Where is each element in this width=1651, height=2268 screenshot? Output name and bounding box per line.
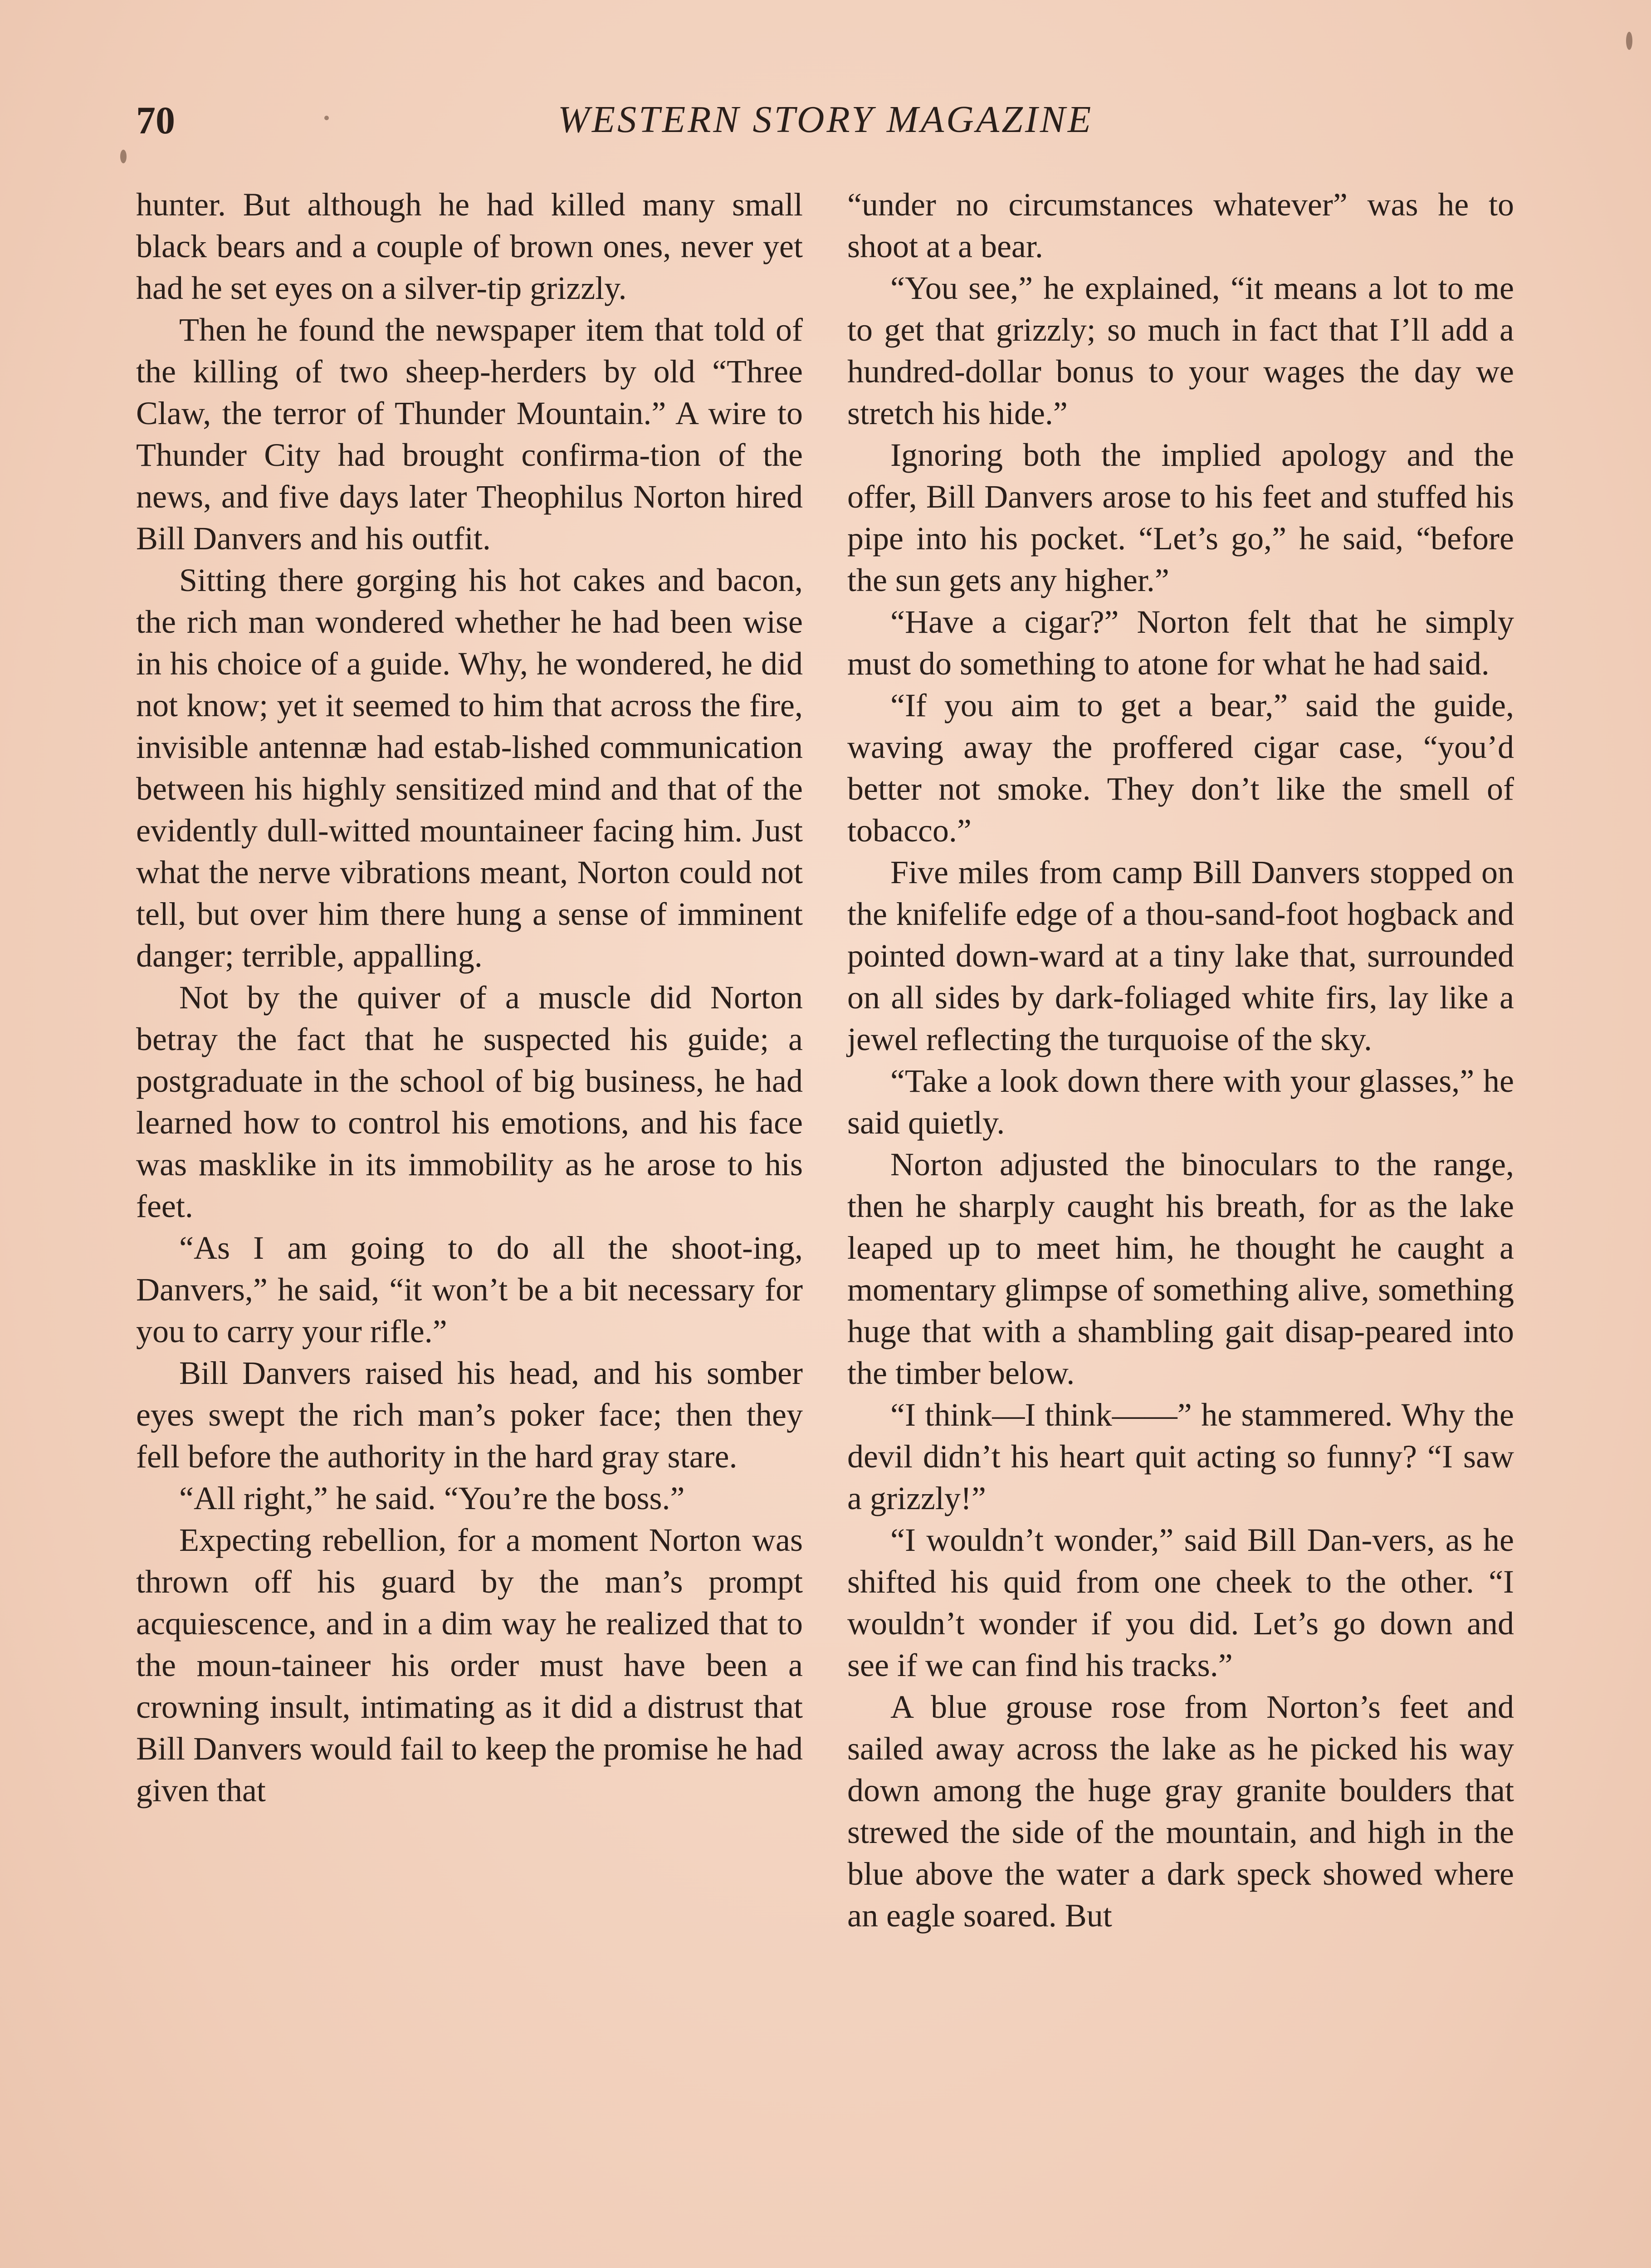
left-column [136, 184, 803, 1811]
paper-speck [324, 116, 329, 120]
paragraph: “Have a cigar?” Norton felt that he simply must do something to atone for what he had said. [847, 604, 1514, 682]
paragraph: Ignoring both the implied apology and the offer, Bill Danvers arose to his feet and stuffed his pipe into his pocket. “Let’s go,” he said, “before the sun gets any higher.” [847, 437, 1514, 598]
right-column [847, 184, 1514, 1936]
paragraph: “As I am going to do all the shoot-ing, Danvers,” he said, “it won’t be a bit necessary for you to carry your rifle.” [136, 1230, 803, 1349]
paragraph: “I wouldn’t wonder,” said Bill Dan-vers, as he shifted his quid from one cheek to the other. “I wouldn’t wonder if you did. Let’s go down and see if we can find his tracks.” [847, 1522, 1514, 1683]
paragraph: Five miles from camp Bill Danvers stopped on the knifelife edge of a thou-sand-foot hogback and pointed down-ward at a tiny lake that, surrounded on all sides by dark-foliaged white firs, lay like a jewel reflecting the turquoise of the sky. [847, 854, 1514, 1057]
paragraph: Bill Danvers raised his head, and his somber eyes swept the rich man’s poker face; then they fell before the authority in the hard gray stare. [136, 1355, 803, 1475]
paragraph: “You see,” he explained, “it means a lot to me to get that grizzly; so much in fact that I’ll add a hundred-dollar bonus to your wages the day we stretch his hide.” [847, 270, 1514, 431]
paragraph: “If you aim to get a bear,” said the guide, waving away the proffered cigar case, “you’d better not smoke. They don’t like the smell of tobacco.” [847, 687, 1514, 849]
paragraph: Sitting there gorging his hot cakes and bacon, the rich man wondered whether he had been wise in his choice of a guide. Why, he wondered, he did not know; yet it seemed to him that across the fire, invisible antennæ had estab-lished communication between his highly sensitized mind and that of the evidently dull-witted mountaineer facing him. Just what the nerve vibrations meant, Norton could not tell, but over him there hung a sense of imminent danger; terrible, appalling. [136, 562, 803, 974]
paragraph: “under no circumstances whatever” was he to shoot at a bear. [847, 186, 1514, 264]
paragraph: “I think—I think——” he stammered. Why the devil didn’t his heart quit acting so funny? “I saw a grizzly!” [847, 1397, 1514, 1516]
paragraph: “All right,” he said. “You’re the boss.” [179, 1480, 685, 1516]
paragraph: hunter. But although he had killed many small black bears and a couple of brown ones, never yet had he set eyes on a silver-tip grizzly. [136, 186, 803, 306]
paragraph: “Take a look down there with your glasses,” he said quietly. [847, 1063, 1514, 1141]
paragraph: Norton adjusted the binoculars to the range, then he sharply caught his breath, for as the lake leaped up to meet him, he thought he caught a momentary glimpse of something alive, something huge that with a shambling gait disap-peared into the timber below. [847, 1146, 1514, 1391]
paragraph: Then he found the newspaper item that told of the killing of two sheep-herders by old “Three Claw, the terror of Thunder Mountain.” A wire to Thunder City had brought confirma-tion of the news, and five days later Theophilus Norton hired Bill Danvers and his outfit. [136, 312, 803, 557]
paragraph: Not by the quiver of a muscle did Norton betray the fact that he suspected his guide; a postgraduate in the school of big business, he had learned how to control his emotions, and his face was masklike in its immobility as he arose to his feet. [136, 979, 803, 1224]
running-title: WESTERN STORY MAGAZINE [557, 98, 1094, 141]
paragraph: A blue grouse rose from Norton’s feet and sailed away across the lake as he picked his way down among the huge gray granite boulders that strewed the side of the mountain, and high in the blue above the water a dark speck showed where an eagle soared. But [847, 1689, 1514, 1934]
page-number: 70 [136, 98, 175, 142]
paper-speck [120, 150, 127, 163]
paper-speck [1626, 32, 1632, 50]
paragraph: Expecting rebellion, for a moment Norton was thrown off his guard by the man’s prompt acquiescence, and in a dim way he realized that to the moun-taineer his order must have been a crowning insult, intimating as it did a distrust that Bill Danvers would fail to keep the promise he had given that [136, 1522, 803, 1809]
page-header [136, 98, 1515, 152]
